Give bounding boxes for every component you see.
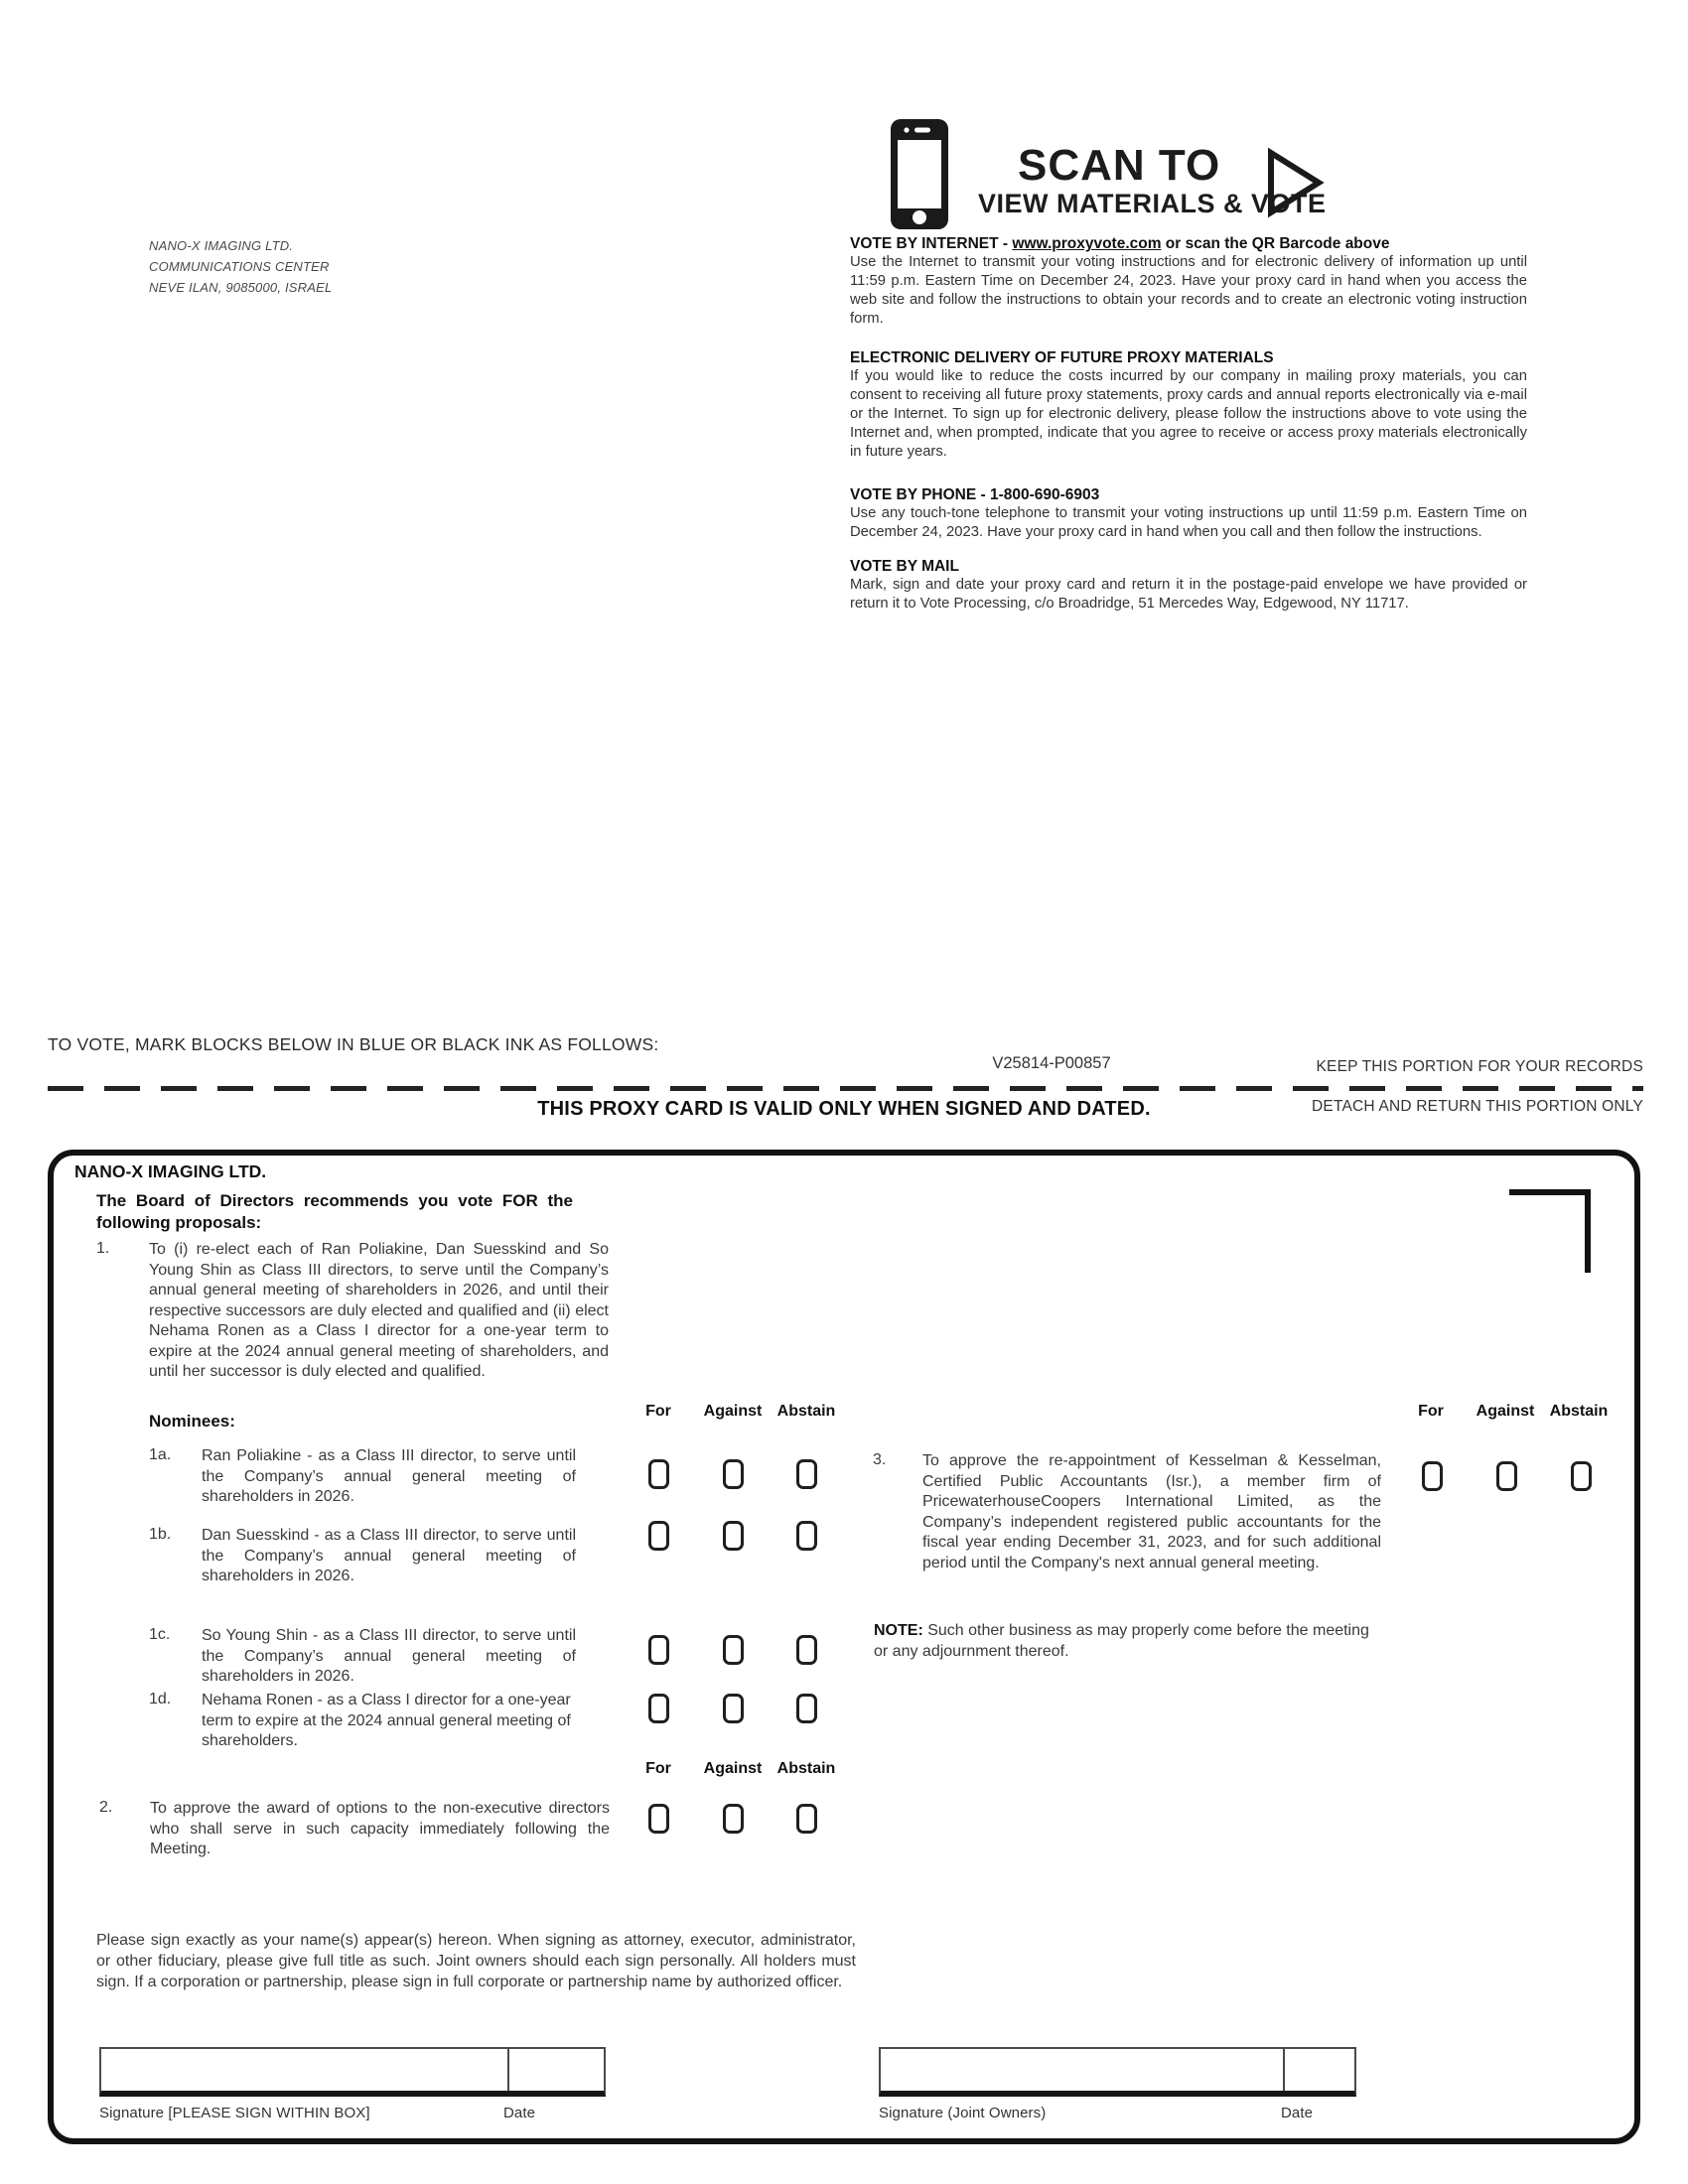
checkbox-2-abstain[interactable] <box>796 1804 817 1834</box>
checkbox-1a-against[interactable] <box>723 1459 744 1489</box>
nominees-label: Nominees: <box>149 1412 235 1431</box>
smartphone-icon <box>889 117 950 231</box>
vote-by-mail-body: Mark, sign and date your proxy card and return it in the postage-paid envelope we have provided or return it to Vote Processing, c/o Broadridge, 51 Mercedes Way, Edgewood, NY 11717. <box>850 577 1527 612</box>
column-header-for: For <box>645 1403 671 1420</box>
scan-title: SCAN TO <box>1018 141 1221 190</box>
column-header-against: Against <box>703 1403 763 1420</box>
checkbox-2-against[interactable] <box>723 1804 744 1834</box>
signature-joint-label: Signature (Joint Owners) <box>879 2105 1047 2121</box>
proposal2-number: 2. <box>99 1799 113 1816</box>
signature-primary-label: Signature [PLEASE SIGN WITHIN BOX] <box>99 2105 370 2121</box>
checkbox-1d-abstain[interactable] <box>796 1694 817 1723</box>
vote-by-mail-heading: VOTE BY MAIL <box>850 558 959 575</box>
column-header-against: Against <box>703 1760 763 1777</box>
note-label: NOTE: <box>874 1622 923 1639</box>
scan-banner <box>849 109 1405 238</box>
arrow-right-icon <box>1264 147 1326 218</box>
proposal3-number: 3. <box>873 1451 887 1468</box>
sender-address <box>149 235 332 298</box>
vote-by-internet-body: Use the Internet to transmit your voting instructions and for electronic delivery of information up until 11:59 p.m. Eastern Time on December 24, 2023. Have your proxy card in hand when you access the web site and follow the instructions to obtain your records and to create an electronic voting instruction form. <box>850 254 1527 327</box>
nominee-1b-number: 1b. <box>149 1526 172 1543</box>
nominee-1c-text: So Young Shin - as a Class III director, to serve until the Company’s annual general meeting of shareholders in 2026. <box>202 1627 576 1685</box>
sender-line: NANO-X IMAGING LTD. <box>149 238 294 253</box>
control-number: V25814-P00857 <box>992 1054 1111 1072</box>
column-header-for: For <box>1418 1403 1444 1420</box>
checkbox-1d-for[interactable] <box>648 1694 669 1723</box>
vote-by-phone-block <box>850 485 1527 542</box>
vote-by-internet-block <box>850 234 1527 329</box>
checkbox-1c-abstain[interactable] <box>796 1635 817 1665</box>
sender-line: NEVE ILAN, 9085000, ISRAEL <box>149 280 333 295</box>
signature-box-joint <box>879 2047 1356 2097</box>
column-header-abstain: Abstain <box>1549 1403 1609 1420</box>
electronic-delivery-block <box>850 348 1527 462</box>
scan-subtitle: VIEW MATERIALS & VOTE <box>978 189 1327 218</box>
electronic-delivery-body: If you would like to reduce the costs incurred by our company in mailing proxy materials, you can consent to receiving all future proxy statements, proxy cards and annual reports electronically via e-mail or the Internet. To sign up for electronic delivery, please follow the instructions above to vote using the Internet and, when prompted, indicate that you agree to receive or access proxy materials electronically in future years. <box>850 368 1527 460</box>
proposal3-text: To approve the re-appointment of Kesselman & Kesselman, Certified Public Accountants (Isr.), a member firm of PricewaterhouseCoopers International Limited, as the Company’s independent registered public accountants for the fiscal year ending December 31, 2023, and for such additional period until the Company's next annual general meeting. <box>922 1452 1381 1571</box>
date-label: Date <box>503 2105 536 2121</box>
vote-by-internet-heading <box>850 234 1527 253</box>
checkbox-1b-for[interactable] <box>648 1521 669 1551</box>
perforation-dashed-line <box>48 1086 1643 1091</box>
checkbox-1b-against[interactable] <box>723 1521 744 1551</box>
checkbox-3-against[interactable] <box>1496 1461 1517 1491</box>
checkbox-3-for[interactable] <box>1422 1461 1443 1491</box>
checkbox-1c-for[interactable] <box>648 1635 669 1665</box>
checkbox-1a-abstain[interactable] <box>796 1459 817 1489</box>
vote-instructions-panel <box>850 234 1527 628</box>
date-label: Date <box>1281 2105 1314 2121</box>
signature-field-primary[interactable] <box>101 2049 507 2091</box>
sender-line: COMMUNICATIONS CENTER <box>149 259 330 274</box>
nominee-1c-number: 1c. <box>149 1626 171 1643</box>
proposal1-number: 1. <box>96 1240 110 1257</box>
corner-registration-mark <box>1509 1189 1591 1273</box>
checkbox-3-abstain[interactable] <box>1571 1461 1592 1491</box>
nominee-1b-text: Dan Suesskind - as a Class III director, to serve until the Company’s annual general meeting of shareholders in 2026. <box>202 1527 576 1584</box>
board-recommendation: The Board of Directors recommends you vote FOR the following proposals: <box>96 1191 573 1232</box>
nominee-1d-text: Nehama Ronen - as a Class I director for a one-year term to expire at the 2024 annual general meeting of shareholders. <box>202 1692 571 1749</box>
note-text <box>874 1621 1382 1662</box>
column-header-for: For <box>645 1760 671 1777</box>
vote-by-phone-body: Use any touch-tone telephone to transmit your voting instructions up until 11:59 p.m. Eastern Time on December 24, 2023. Have your proxy card in hand when you call and then follow the instructions. <box>850 505 1527 540</box>
detach-return-note: DETACH AND RETURN THIS PORTION ONLY <box>1312 1098 1643 1115</box>
checkbox-1c-against[interactable] <box>723 1635 744 1665</box>
column-header-against: Against <box>1476 1403 1535 1420</box>
nominee-1a-text: Ran Poliakine - as a Class III director, to serve until the Company’s annual general meeting of shareholders in 2026. <box>202 1447 576 1505</box>
heading-text: VOTE BY INTERNET - <box>850 235 1013 252</box>
note-body: Such other business as may properly come before the meeting or any adjournment thereof. <box>874 1622 1369 1660</box>
nominee-1d-number: 1d. <box>149 1691 172 1707</box>
proposal2-text: To approve the award of options to the non-executive directors who shall serve in such capacity immediately following the Meeting. <box>150 1800 610 1857</box>
keep-portion-note: KEEP THIS PORTION FOR YOUR RECORDS <box>1316 1058 1643 1075</box>
checkbox-1d-against[interactable] <box>723 1694 744 1723</box>
valid-when-signed-text: THIS PROXY CARD IS VALID ONLY WHEN SIGNED AND DATED. <box>537 1098 1151 1120</box>
signing-instructions: Please sign exactly as your name(s) appear(s) hereon. When signing as attorney, executor, administrator, or other fiduciary, please give full title as such. Joint owners should each sign personally. All holders must sign. If a corporation or partnership, please sign in full corporate or partnership name by authorized officer. <box>96 1932 856 1990</box>
checkbox-2-for[interactable] <box>648 1804 669 1834</box>
electronic-delivery-heading: ELECTRONIC DELIVERY OF FUTURE PROXY MATERIALS <box>850 349 1274 366</box>
signature-box-primary <box>99 2047 606 2097</box>
date-field-primary[interactable] <box>507 2049 604 2091</box>
column-header-abstain: Abstain <box>776 1403 836 1420</box>
checkbox-1b-abstain[interactable] <box>796 1521 817 1551</box>
proposal1-text: To (i) re-elect each of Ran Poliakine, Dan Suesskind and So Young Shin as Class III directors, to serve until the Company’s annual general meeting of shareholders in 2026, and until their respective successors are duly elected and qualified and (ii) elect Nehama Ronen as a Class I director for a one-year term to expire at the 2024 annual general meeting of shareholders, and until her successor is duly elected and qualified. <box>149 1241 609 1380</box>
card-company-name: NANO-X IMAGING LTD. <box>74 1161 267 1181</box>
checkbox-1a-for[interactable] <box>648 1459 669 1489</box>
vote-by-mail-block <box>850 557 1527 614</box>
heading-text: or scan the QR Barcode above <box>1161 235 1390 252</box>
column-header-abstain: Abstain <box>776 1760 836 1777</box>
proxyvote-link[interactable]: www.proxyvote.com <box>1012 235 1162 252</box>
mark-blocks-instruction: TO VOTE, MARK BLOCKS BELOW IN BLUE OR BLACK INK AS FOLLOWS: <box>48 1034 659 1054</box>
signature-field-joint[interactable] <box>881 2049 1283 2091</box>
nominee-1a-number: 1a. <box>149 1446 172 1463</box>
date-field-joint[interactable] <box>1283 2049 1354 2091</box>
vote-by-phone-heading: VOTE BY PHONE - 1-800-690-6903 <box>850 486 1100 503</box>
